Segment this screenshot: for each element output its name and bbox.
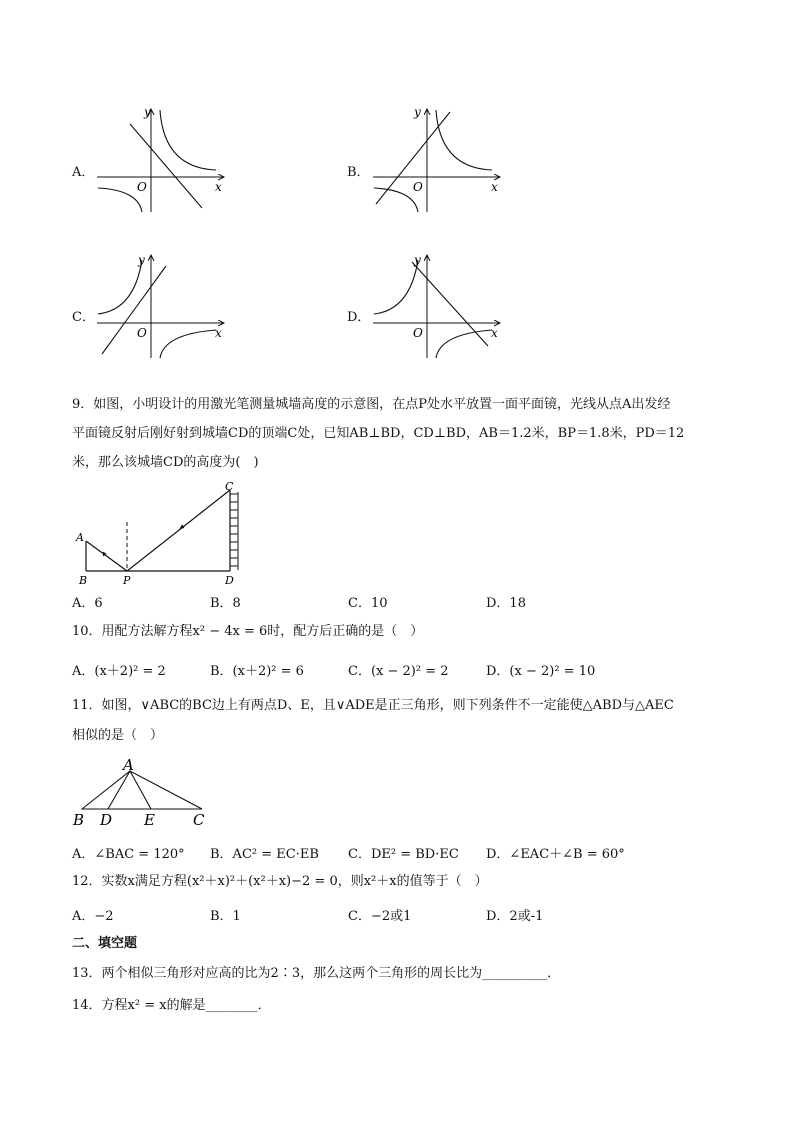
- q11-option-a[interactable]: A．∠BAC = 120°: [72, 847, 185, 862]
- point-b-label: B: [73, 811, 85, 828]
- triangle-abc: [82, 771, 202, 809]
- x-axis-label: x: [491, 180, 498, 194]
- q9-stem-line-3: 米，那么该城墙CD的高度为( ): [72, 455, 259, 470]
- x-axis-label: x: [215, 326, 222, 340]
- q8-graph-b: [368, 104, 506, 214]
- q8-graph-a: [92, 104, 230, 214]
- hyperbola-branch: [436, 330, 492, 358]
- line-graph: [412, 262, 488, 346]
- q8-option-d-label: D．: [347, 310, 371, 325]
- point-d-label: D: [100, 811, 113, 828]
- q9-option-d[interactable]: D．18: [486, 596, 526, 611]
- hyperbola-branch: [98, 188, 142, 212]
- y-axis-label: y: [414, 105, 421, 119]
- point-d-label: D: [225, 574, 234, 586]
- hyperbola-branch: [374, 188, 418, 212]
- q13-stem: 13．两个相似三角形对应高的比为2∶3，那么这两个三角形的周长比为__________．: [72, 966, 561, 981]
- point-e-label: E: [144, 811, 155, 828]
- q8-graph-d: [368, 250, 506, 360]
- q11-stem-line-2: 相似的是（ ）: [72, 728, 164, 743]
- point-c-label: C: [193, 811, 205, 828]
- origin-label: O: [137, 326, 147, 340]
- q10-stem: 10．用配方法解方程x² − 4x = 6时，配方后正确的是（ ）: [72, 624, 424, 639]
- q9-option-a[interactable]: A．6: [72, 596, 103, 611]
- q9-stem-line-1: 9．如图，小明设计的用激光笔测量城墙高度的示意图，在点P处水平放置一面平面镜，光线从点A出发经: [72, 397, 671, 412]
- point-b-label: B: [79, 574, 88, 586]
- q9-figure: [70, 478, 260, 586]
- q11-option-c[interactable]: C．DE² = BD·EC: [348, 847, 459, 862]
- y-axis-label: y: [144, 105, 151, 119]
- hyperbola-branch: [374, 260, 418, 314]
- point-c-label: C: [225, 480, 234, 493]
- point-a-label: A: [123, 756, 134, 774]
- wall-hatching: [230, 492, 238, 570]
- q12-option-c[interactable]: C．−2或1: [348, 909, 412, 924]
- q11-option-d[interactable]: D．∠EAC＋∠B = 60°: [486, 847, 625, 862]
- q9-stem-line-2: 平面镜反射后刚好射到城墙CD的顶端C处，已知AB⊥BD，CD⊥BD，AB＝1.2米，BP＝1.8米，PD＝12: [72, 426, 685, 441]
- q9-option-c[interactable]: C．10: [348, 596, 388, 611]
- ray-ap: [86, 541, 127, 571]
- section-heading: 二、填空题: [72, 936, 138, 951]
- hyperbola-branch: [160, 330, 216, 358]
- q12-option-b[interactable]: B．1: [210, 909, 241, 924]
- q10-option-d[interactable]: D．(x − 2)² = 10: [486, 664, 596, 679]
- q8-graph-c: [92, 250, 230, 360]
- y-axis-label: y: [138, 253, 145, 267]
- arrow-icon: [180, 525, 184, 529]
- q14-stem: 14．方程x² = x的解是________．: [72, 998, 271, 1013]
- ray-pc: [127, 490, 230, 571]
- q12-stem: 12．实数x满足方程(x²＋x)²＋(x²＋x)−2 = 0，则x²＋x的值等于（ ）: [72, 874, 488, 889]
- point-p-label: P: [123, 574, 131, 586]
- origin-label: O: [413, 326, 423, 340]
- hyperbola-branch: [160, 110, 216, 170]
- origin-label: O: [413, 180, 423, 194]
- q10-option-a[interactable]: A．(x＋2)² = 2: [72, 664, 166, 679]
- q11-option-b[interactable]: B．AC² = EC·EB: [210, 847, 319, 862]
- q10-option-b[interactable]: B．(x＋2)² = 6: [210, 664, 304, 679]
- origin-label: O: [137, 180, 147, 194]
- q9-option-b[interactable]: B．8: [210, 596, 241, 611]
- point-a-label: A: [76, 531, 84, 544]
- segment-ad: [108, 771, 130, 809]
- q8-option-b-label: B．: [347, 165, 370, 180]
- q12-option-d[interactable]: D．2或-1: [486, 909, 544, 924]
- q8-option-c-label: C．: [72, 310, 95, 325]
- q8-option-a-label: A．: [72, 165, 95, 180]
- hyperbola-branch: [98, 260, 142, 314]
- q11-stem-line-1: 11．如图，∨ABC的BC边上有两点D、E，且∨ADE是正三角形，则下列条件不一定能使△ABD与△AEC: [72, 698, 674, 713]
- x-axis-label: x: [215, 180, 222, 194]
- y-axis-label: y: [414, 253, 421, 267]
- q12-option-a[interactable]: A．−2: [72, 909, 114, 924]
- q10-option-c[interactable]: C．(x − 2)² = 2: [348, 664, 449, 679]
- x-axis-label: x: [491, 326, 498, 340]
- q11-figure: [70, 756, 220, 828]
